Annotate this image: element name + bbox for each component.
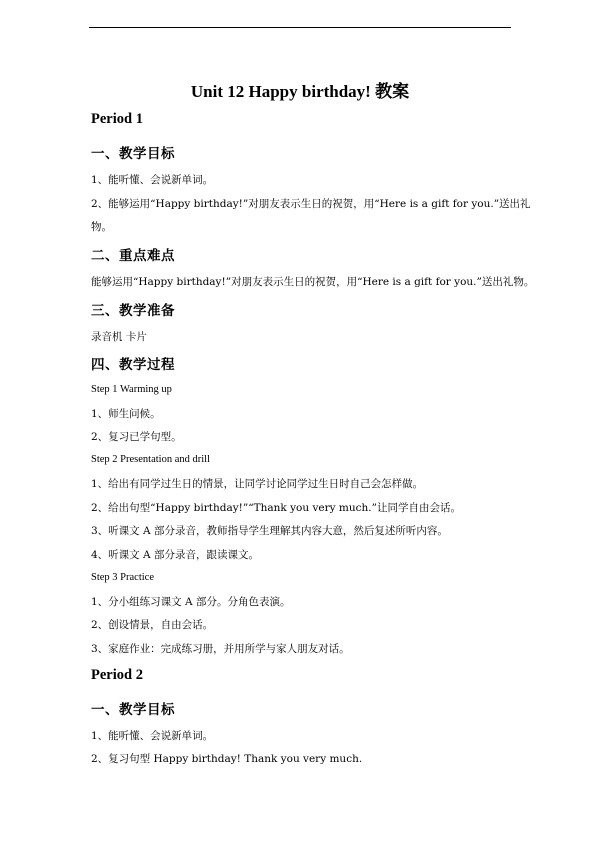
step-3-item-3: 3、家庭作业：完成练习册，并用所学与家人朋友对话。 xyxy=(91,643,350,655)
document-title: Unit 12 Happy birthday! 教案 xyxy=(190,82,410,101)
step-2-item-1: 1、给出有同学过生日的情景，让同学讨论同学过生日时自己会怎样做。 xyxy=(91,478,424,490)
step-1-label: Step 1 Warming up xyxy=(91,384,172,395)
period-2-heading: Period 2 xyxy=(91,667,143,683)
step-3-label: Step 3 Practice xyxy=(91,572,154,583)
p1-process-heading: 四、教学过程 xyxy=(91,357,175,373)
step-2-item-2: 2、给出句型“Happy birthday!”“Thank you very much.”让同学自由会话。 xyxy=(91,502,461,514)
header-rule xyxy=(89,27,511,28)
p2-objectives-heading: 一、教学目标 xyxy=(91,702,175,718)
step-1-item-1: 1、师生问候。 xyxy=(91,408,161,420)
p1-preparation-heading: 三、教学准备 xyxy=(91,303,175,319)
p1-objectives-heading: 一、教学目标 xyxy=(91,146,175,162)
step-2-item-3: 3、听课文 A 部分录音，教师指导学生理解其内容大意，然后复述所听内容。 xyxy=(91,525,448,537)
step-3-item-1: 1、分小组练习课文 A 部分。分角色表演。 xyxy=(91,596,291,608)
step-1-item-2: 2、复习已学句型。 xyxy=(91,431,182,443)
step-3-item-2: 2、创设情景，自由会话。 xyxy=(91,619,214,631)
p1-preparation-text: 录音机 卡片 xyxy=(91,331,147,343)
step-2-label: Step 2 Presentation and drill xyxy=(91,454,210,465)
p1-key-points-heading: 二、重点难点 xyxy=(91,248,175,264)
p2-objective-2: 2、复习句型 Happy birthday! Thank you very much. xyxy=(91,753,363,765)
period-1-heading: Period 1 xyxy=(91,111,143,127)
p1-objective-2: 2、能够运用“Happy birthday!”对朋友表示生日的祝贺，用“Here is a gift for you.”送出礼 xyxy=(91,198,531,210)
step-2-item-4: 4、听课文 A 部分录音，跟读课文。 xyxy=(91,549,259,561)
p2-objective-1: 1、能听懂、会说新单词。 xyxy=(91,730,214,742)
p1-objective-2-cont: 物。 xyxy=(91,221,112,233)
p1-key-points-text: 能够运用“Happy birthday!”对朋友表示生日的祝贺，用“Here is a gift for you.”送出礼物。 xyxy=(91,276,535,288)
p1-objective-1: 1、能听懂、会说新单词。 xyxy=(91,174,214,186)
